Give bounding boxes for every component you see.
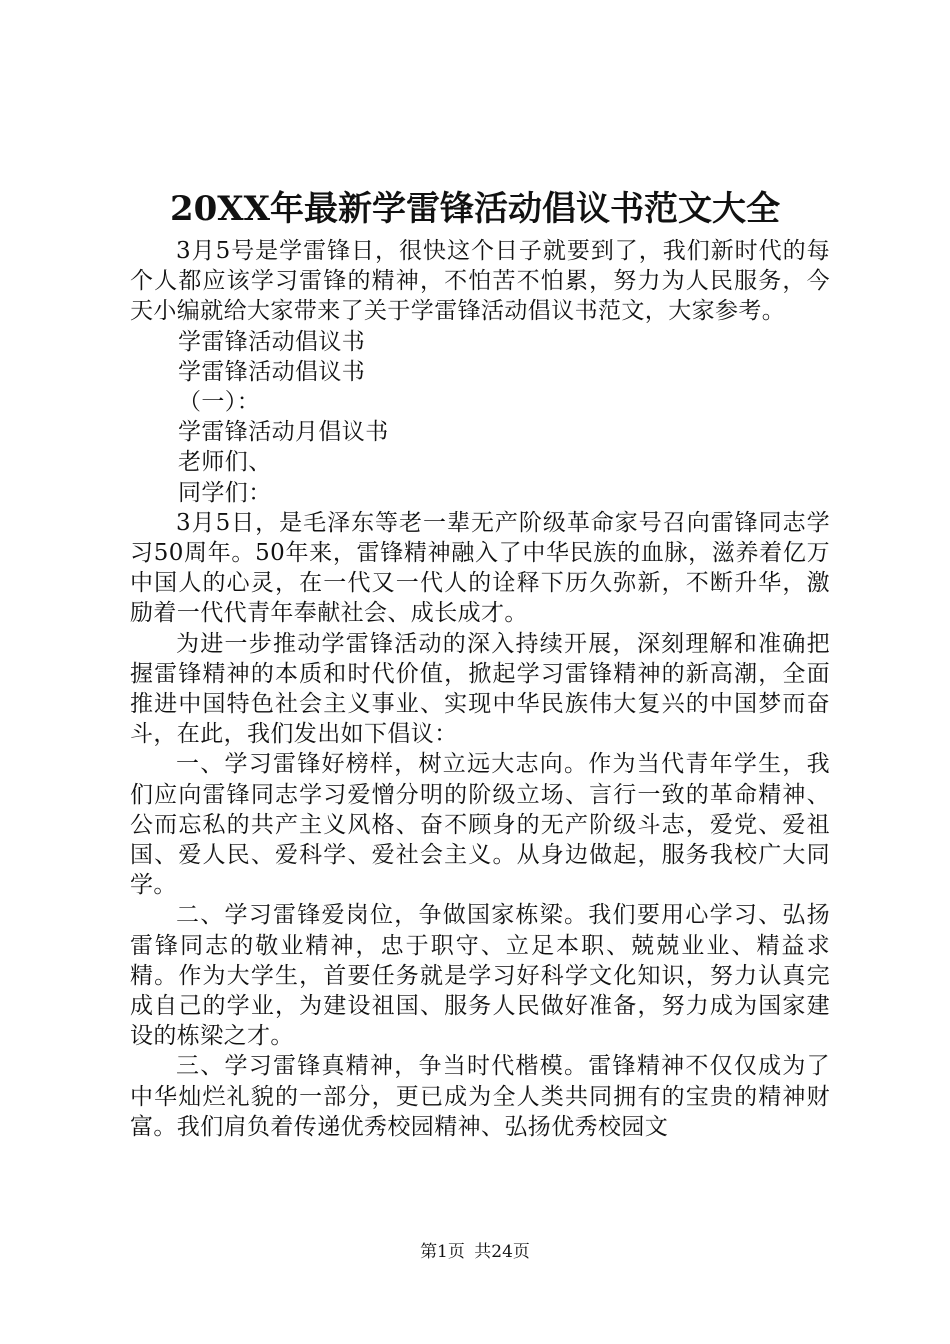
document-title: 20XX年最新学雷锋活动倡议书范文大全 [169, 189, 781, 229]
page-footer [0, 1240, 950, 1264]
paragraph-body: 三、学习雷锋真精神，争当时代楷模。雷锋精神不仅仅成为了中华灿烂礼貌的一部分，更已成为全人类共同拥有的宝贵的精神财富。我们肩负着传递优秀校园精神、弘扬优秀校园文 [130, 1053, 830, 1140]
paragraph-body: 二、学习雷锋爱岗位，争做国家栋梁。我们要用心学习、弘扬雷锋同志的敬业精神，忠于职守、立足本职、兢兢业业、精益求精。作为大学生，首要任务就是学习好科学文化知识，努力认真完成自己的学业，为建设祖国、服务人民做好准备，努力成为国家建设的栋梁之才。 [130, 902, 830, 1050]
paragraph-salutation: 老师们、 [178, 449, 272, 476]
paragraph-salutation: 同学们： [178, 479, 272, 506]
paragraph-heading: 学雷锋活动倡议书 [178, 358, 366, 385]
paragraph-body: 3月5日，是毛泽东等老一辈无产阶级革命家号召向雷锋同志学习50周年。50年来，雷锋精神融入了中华民族的血脉，滋养着亿万中国人的心灵，在一代又一代人的诠释下历久弥新，不断升华，激励着一代代青年奉献社会、成长成才。 [130, 509, 830, 627]
page-total: 共24页 [474, 1242, 530, 1262]
document-body [130, 236, 830, 1142]
page-number: 第1页 [420, 1242, 465, 1262]
paragraph-heading: 学雷锋活动倡议书 [178, 328, 366, 355]
paragraph-intro: 3月5号是学雷锋日，很快这个日子就要到了，我们新时代的每个人都应该学习雷锋的精神，不怕苦不怕累，努力为人民服务，今天小编就给大家带来了关于学雷锋活动倡议书范文，大家参考。 [130, 238, 830, 325]
paragraph-subheading: 学雷锋活动月倡议书 [178, 419, 389, 446]
paragraph-body: 为进一步推动学雷锋活动的深入持续开展，深刻理解和准确把握雷锋精神的本质和时代价值，掀起学习雷锋精神的新高潮，全面推进中国特色社会主义事业、实现中华民族伟大复兴的中国梦而奋斗，在此，我们发出如下倡议： [130, 630, 830, 748]
paragraph-body: 一、学习雷锋好榜样，树立远大志向。作为当代青年学生，我们应向雷锋同志学习爱憎分明的阶级立场、言行一致的革命精神、公而忘私的共产主义风格、奋不顾身的无产阶级斗志，爱党、爱祖国、爱人民、爱科学、爱社会主义。从身边做起，服务我校广大同学。 [130, 751, 830, 899]
paragraph-section-number: （一）： [178, 389, 261, 416]
